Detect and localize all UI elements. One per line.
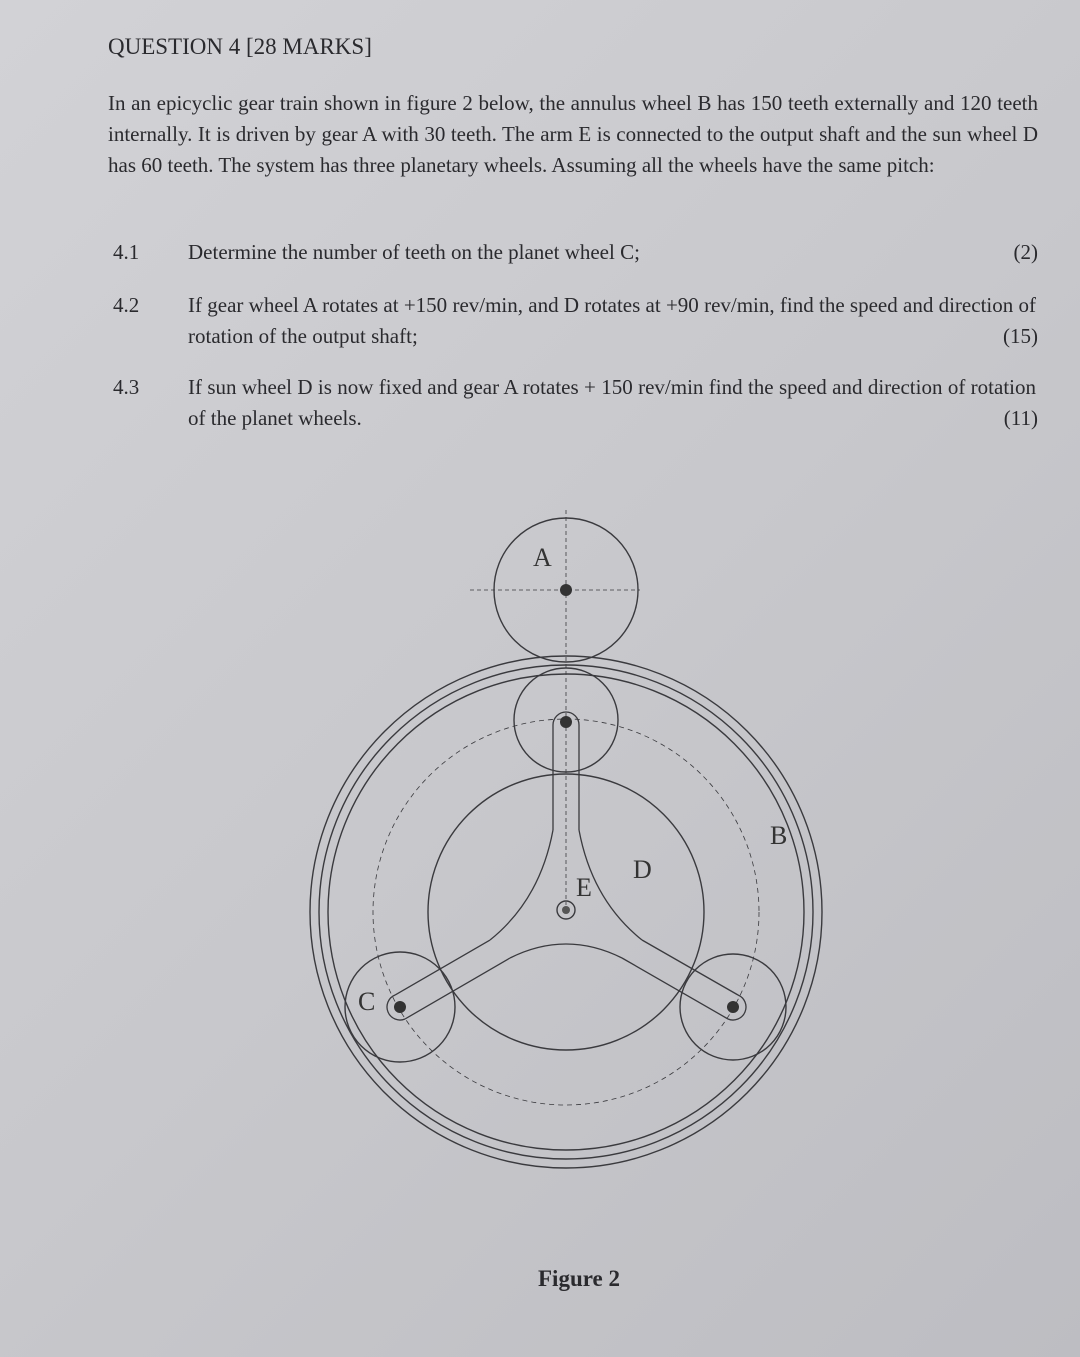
question-number: 4.3 — [113, 375, 140, 399]
label-d: D — [633, 855, 652, 884]
question-text: If gear wheel A rotates at +150 rev/min, and D rotates at +90 rev/min, find the speed and direction of rotation of the output shaft; — [188, 293, 1036, 348]
question-marks: (11) — [1003, 406, 1038, 430]
label-a: A — [533, 543, 552, 572]
question-text: If sun wheel D is now fixed and gear A rotates + 150 rev/min find the speed and direction of rotation of the planet wheels. — [188, 375, 1036, 430]
label-e: E — [576, 873, 592, 902]
label-b: B — [770, 821, 788, 850]
question-marks: (2) — [1013, 240, 1038, 264]
figure-caption: Figure 2 — [538, 1266, 620, 1291]
label-c: C — [358, 987, 376, 1016]
question-number: 4.2 — [113, 293, 140, 317]
question-number: 4.1 — [113, 240, 140, 264]
question-marks: (15) — [1003, 324, 1038, 348]
question-text: Determine the number of teeth on the planet wheel C; — [188, 240, 640, 264]
question-intro: In an epicyclic gear train shown in figure 2 below, the annulus wheel B has 150 teeth externally and 120 teeth internally. It is driven by gear A with 30 teeth. The arm E is connected to the output shaft and the sun wheel D has 60 teeth. The system has three planetary wheels. Assuming all the wheels have the same pitch: — [108, 91, 1038, 177]
question-heading: QUESTION 4 [28 MARKS] — [108, 34, 372, 59]
